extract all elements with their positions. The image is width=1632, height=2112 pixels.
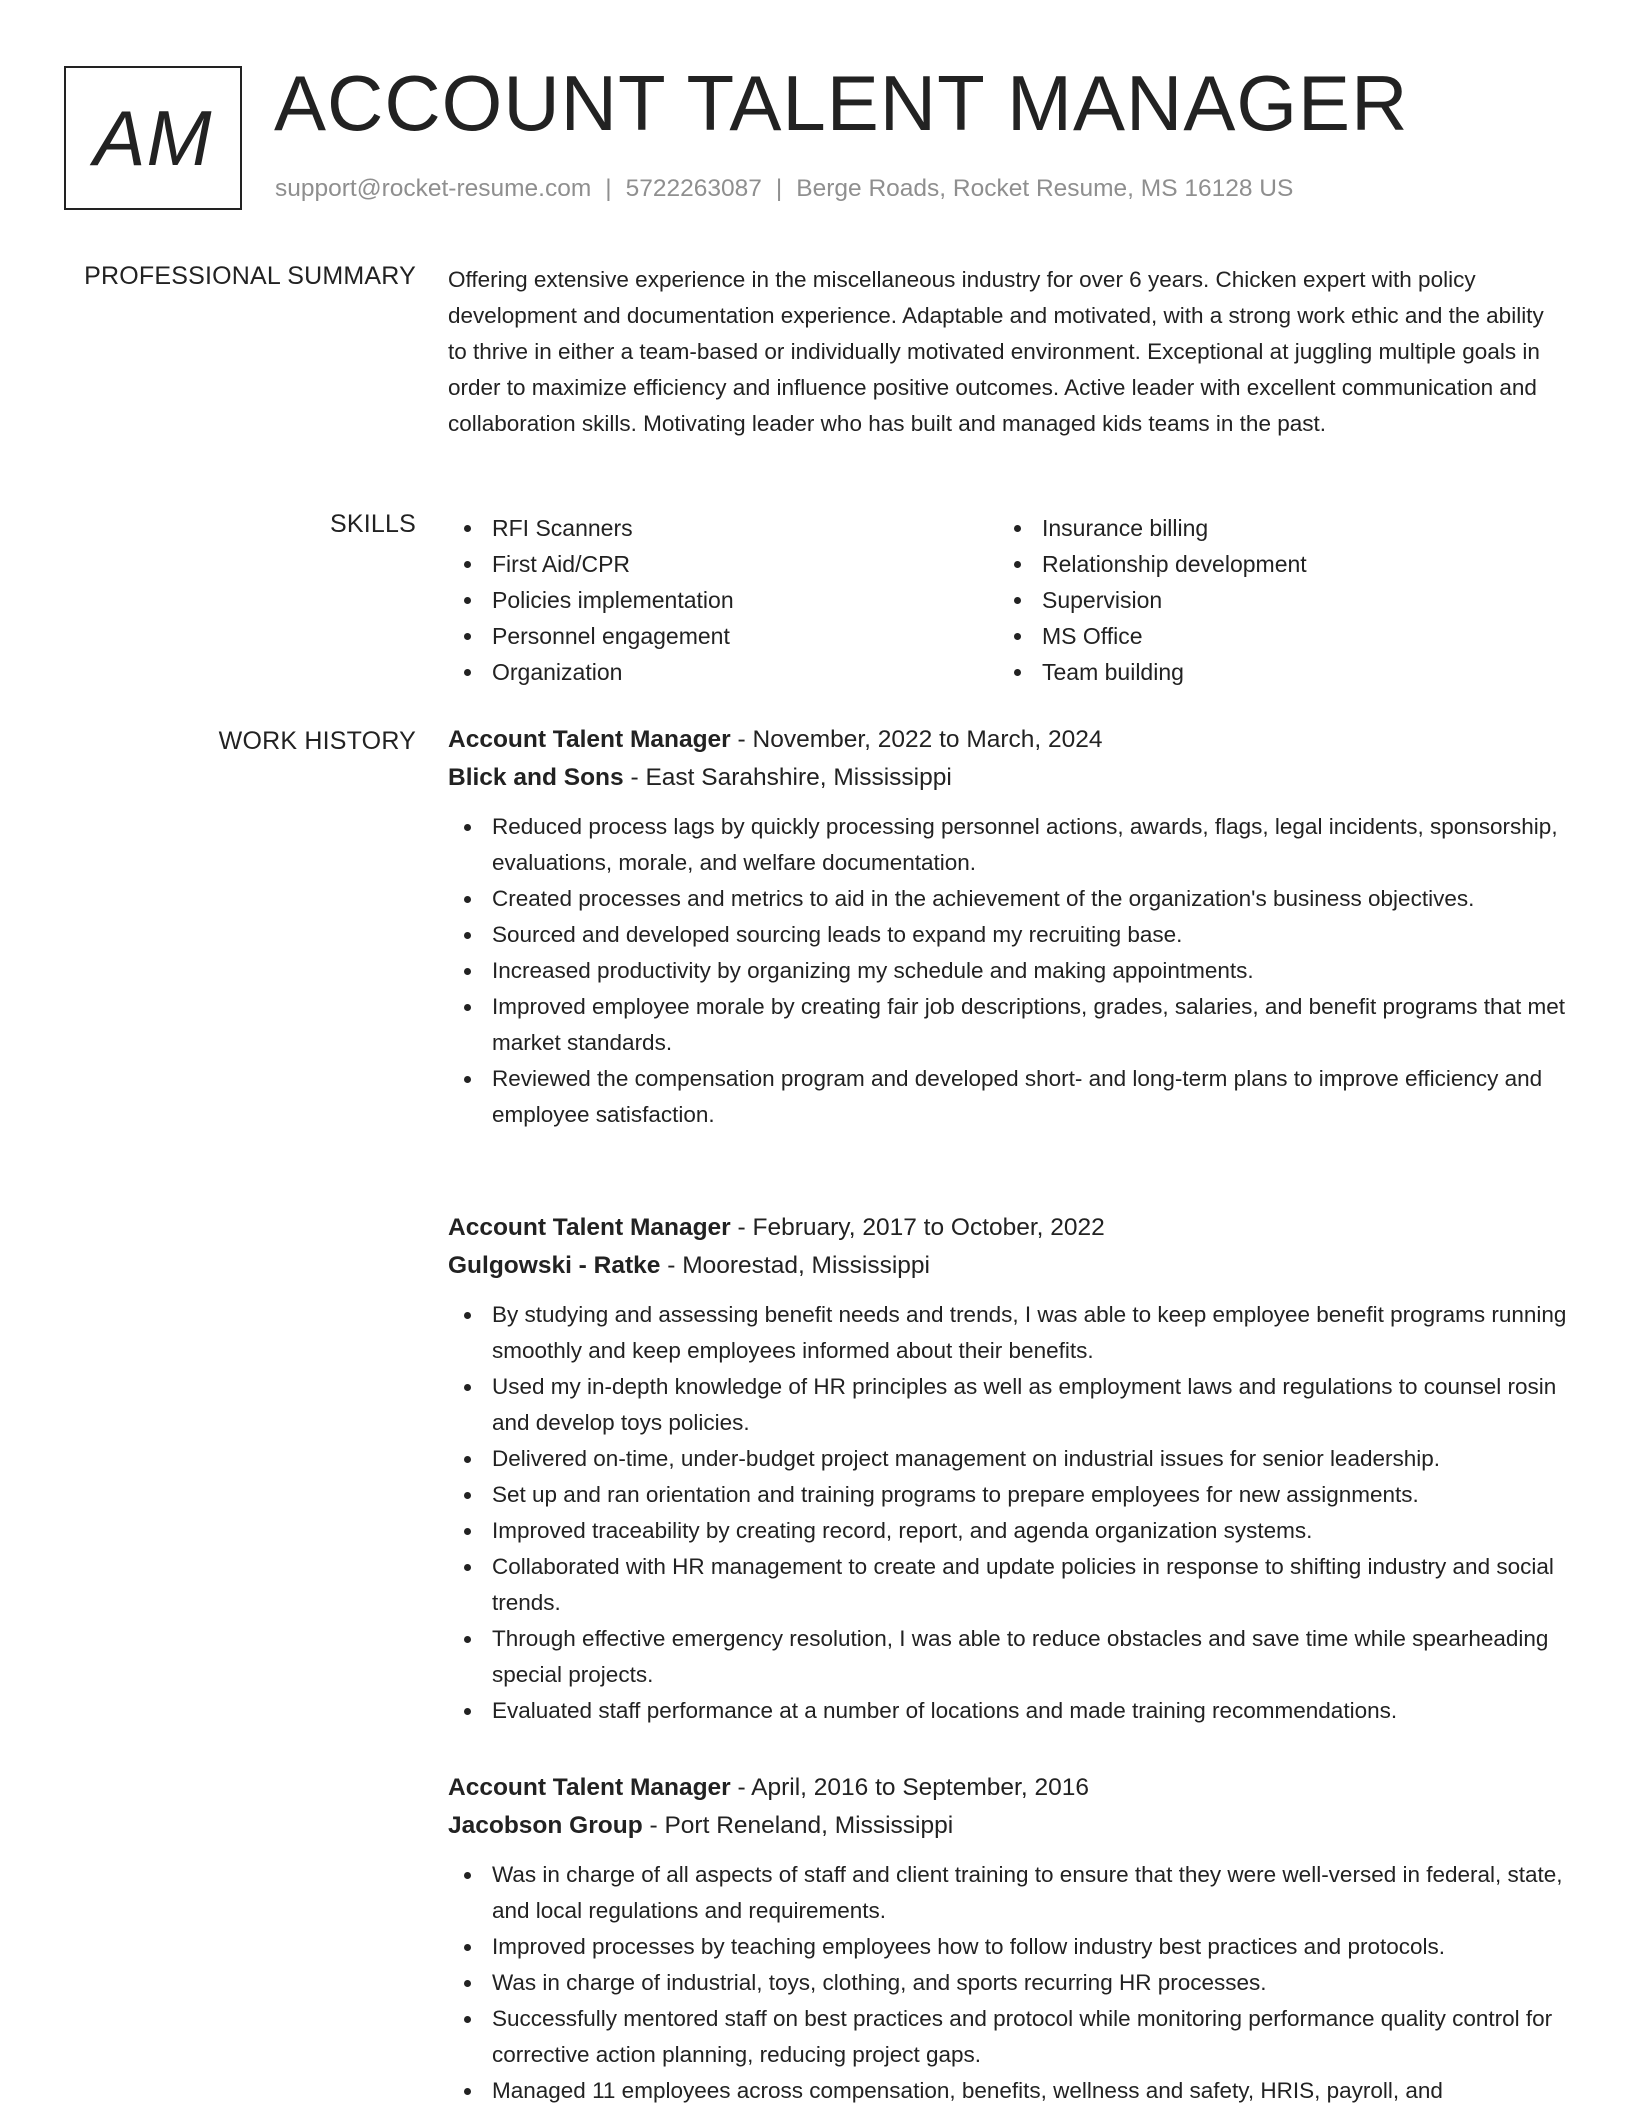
skill-item: RFI Scanners [448,510,998,546]
job-bullet: Collaborated with HR management to create and update policies in response to shifting industry and social trends. [448,1549,1568,1621]
job-bullets [448,809,1568,1133]
bullet-icon [464,1944,471,1951]
bullet-icon [1014,633,1021,640]
bullet-icon [464,2016,471,2023]
job-bullet: Through effective emergency resolution, I was able to reduce obstacles and save time while spearheading special projects. [448,1621,1568,1693]
job-bullet: Sourced and developed sourcing leads to expand my recruiting base. [448,917,1568,953]
bullet-icon [464,1564,471,1571]
contact-separator: | [775,175,783,202]
job-dates: November, 2022 to March, 2024 [752,726,1103,753]
job-title-line: Account Talent Manager - April, 2016 to September, 2016 [448,1774,1089,1801]
job-company: Jacobson Group [448,1812,643,1839]
skills-list-right [998,510,1548,690]
skill-item: Policies implementation [448,582,998,618]
bullet-icon [464,1872,471,1879]
bullet-icon [1014,669,1021,676]
bullet-icon [464,1456,471,1463]
monogram-initials: AM [93,93,213,182]
bullet-icon [464,1004,471,1011]
bullet-icon [1014,597,1021,604]
job-title: Account Talent Manager [448,1214,731,1241]
job-company-line: Jacobson Group - Port Reneland, Mississippi [448,1812,954,1839]
job-bullet: Delivered on-time, under-budget project management on industrial issues for senior leadership. [448,1441,1568,1477]
job-title: Account Talent Manager [448,726,731,753]
bullet-icon [464,633,471,640]
job-bullet: Evaluated staff performance at a number of locations and made training recommendations. [448,1693,1568,1729]
job-entry [448,721,1568,1133]
job-entry [448,1769,1568,2109]
bullet-icon [1014,561,1021,568]
job-entry [448,1209,1568,1729]
section-label-summary: PROFESSIONAL SUMMARY [84,262,416,290]
job-bullet: Set up and ran orientation and training programs to prepare employees for new assignments. [448,1477,1568,1513]
skill-item: MS Office [998,618,1548,654]
skill-item: Personnel engagement [448,618,998,654]
job-company: Gulgowski - Ratke [448,1252,661,1279]
contact-separator: | [605,175,612,202]
skill-item: Relationship development [998,546,1548,582]
job-bullet: Created processes and metrics to aid in the achievement of the organization's business objectives. [448,881,1568,917]
job-company: Blick and Sons [448,764,624,791]
bullet-icon [464,896,471,903]
bullet-icon [1014,525,1021,532]
bullet-icon [464,824,471,831]
job-company-line: Blick and Sons - East Sarahshire, Mississippi [448,764,952,791]
bullet-icon [464,968,471,975]
bullet-icon [464,2088,471,2095]
job-dates: February, 2017 to October, 2022 [752,1214,1105,1241]
job-title: Account Talent Manager [448,1774,731,1801]
bullet-icon [464,1636,471,1643]
bullet-icon [464,1492,471,1499]
bullet-icon [464,1528,471,1535]
job-bullet: By studying and assessing benefit needs and trends, I was able to keep employee benefit programs running smoothly and keep employees informed about their benefits. [448,1297,1568,1369]
bullet-icon [464,597,471,604]
contact-email: support@rocket-resume.com [275,175,592,202]
bullet-icon [464,561,471,568]
job-title-line: Account Talent Manager - February, 2017 to October, 2022 [448,1214,1105,1241]
bullet-icon [464,1312,471,1319]
bullet-icon [464,1076,471,1083]
skill-item: Team building [998,654,1548,690]
bullet-icon [464,1384,471,1391]
job-bullet: Improved employee morale by creating fair job descriptions, grades, salaries, and benefit programs that met market standards. [448,989,1568,1061]
job-bullet: Was in charge of all aspects of staff and client training to ensure that they were well-versed in federal, state, and local regulations and requirements. [448,1857,1568,1929]
job-bullet: Increased productivity by organizing my schedule and making appointments. [448,953,1568,989]
job-bullet: Reviewed the compensation program and developed short- and long-term plans to improve efficiency and employee satisfaction. [448,1061,1568,1133]
skill-item: Supervision [998,582,1548,618]
section-label-work-history: WORK HISTORY [218,727,416,755]
bullet-icon [464,669,471,676]
skill-item: First Aid/CPR [448,546,998,582]
job-bullet: Was in charge of industrial, toys, clothing, and sports recurring HR processes. [448,1965,1568,2001]
contact-address: Berge Roads, Rocket Resume, MS 16128 US [796,175,1294,202]
contact-line [275,175,1293,203]
job-bullet: Managed 11 employees across compensation, benefits, wellness and safety, HRIS, payroll, and [448,2073,1568,2109]
bullet-icon [464,932,471,939]
job-bullet: Used my in-depth knowledge of HR principles as well as employment laws and regulations to counsel rosin and develop toys policies. [448,1369,1568,1441]
job-bullet: Reduced process lags by quickly processing personnel actions, awards, flags, legal incidents, sponsorship, evaluations, morale, and welfare documentation. [448,809,1568,881]
bullet-icon [464,525,471,532]
section-label-skills: SKILLS [330,510,416,538]
job-location: Moorestad, Mississippi [682,1252,930,1279]
job-bullet: Improved traceability by creating record, report, and agenda organization systems. [448,1513,1568,1549]
job-bullets [448,1857,1568,2109]
resume-title: ACCOUNT TALENT MANAGER [274,59,1409,147]
job-title-line: Account Talent Manager - November, 2022 to March, 2024 [448,726,1103,753]
job-bullet: Successfully mentored staff on best practices and protocol while monitoring performance quality control for corrective action planning, reducing project gaps. [448,2001,1568,2073]
bullet-icon [464,1980,471,1987]
job-company-line: Gulgowski - Ratke - Moorestad, Mississippi [448,1252,930,1279]
job-location: Port Reneland, Mississippi [664,1812,954,1839]
skill-item: Organization [448,654,998,690]
job-dates: April, 2016 to September, 2016 [751,1774,1089,1801]
contact-phone: 5722263087 [625,175,762,202]
skill-item: Insurance billing [998,510,1548,546]
summary-text: Offering extensive experience in the miscellaneous industry for over 6 years. Chicken expert with policy development and documentation experience. Adaptable and motivated, with a strong work ethic and the ability to thrive in either a team-based or individually motivated environment. Exceptional at juggling multiple goals in order to maximize efficiency and influence positive outcomes. Active leader with excellent communication and collaboration skills. Motivating leader who has built and managed kids teams in the past. [448,267,1544,436]
bullet-icon [464,1708,471,1715]
skills-list-left [448,510,998,690]
monogram-box [64,66,242,210]
job-location: East Sarahshire, Mississippi [645,764,952,791]
job-bullet: Improved processes by teaching employees how to follow industry best practices and protocols. [448,1929,1568,1965]
job-bullets [448,1297,1568,1729]
